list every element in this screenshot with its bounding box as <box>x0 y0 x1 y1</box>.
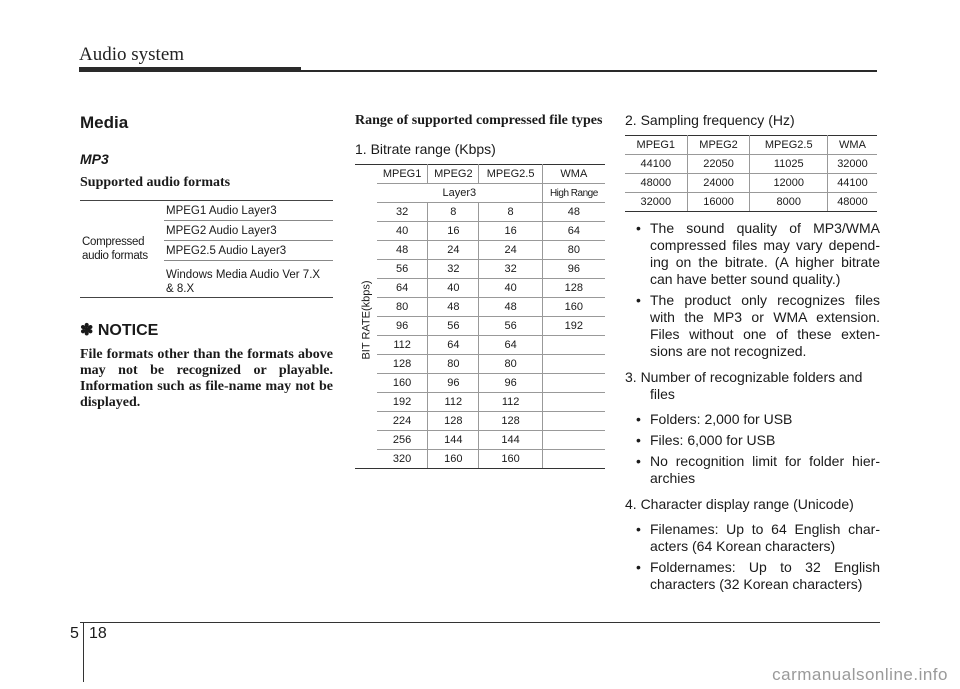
table-cell <box>542 336 605 355</box>
table-cell: 112 <box>377 336 428 355</box>
table-cell: 44100 <box>827 174 877 193</box>
table-cell: 32 <box>428 260 479 279</box>
footer-rule <box>80 622 880 623</box>
table-cell: 40 <box>428 279 479 298</box>
table-cell <box>542 450 605 469</box>
format-row: MPEG1 Audio Layer3 <box>164 201 333 221</box>
table-cell: 96 <box>377 317 428 336</box>
table-cell: 160 <box>542 298 605 317</box>
table-row <box>377 336 605 355</box>
list-item: • Files: 6,000 for USB <box>625 432 880 449</box>
table-row <box>377 298 605 317</box>
table-cell: 160 <box>377 374 428 393</box>
right-column <box>625 105 880 597</box>
column-header: MPEG1 <box>377 165 428 184</box>
list-item: • No recognition limit for folder hier-archies <box>625 453 880 487</box>
table-cell: 80 <box>428 355 479 374</box>
table-cell: 112 <box>428 393 479 412</box>
table-cell: 40 <box>479 279 542 298</box>
table-cell: 160 <box>479 450 542 469</box>
table-cell: 44100 <box>625 155 687 174</box>
table-cell: 224 <box>377 412 428 431</box>
table-cell: 144 <box>428 431 479 450</box>
header-rule <box>301 70 877 72</box>
format-row: Windows Media Audio Ver 7.X & 8.X <box>166 269 321 295</box>
table-cell: 32 <box>377 203 428 222</box>
table-cell: 320 <box>377 450 428 469</box>
table-cell: 112 <box>479 393 542 412</box>
table-cell: 24 <box>428 241 479 260</box>
table-row <box>377 393 605 412</box>
left-column <box>80 105 333 411</box>
table-cell: 40 <box>377 222 428 241</box>
table-cell <box>542 374 605 393</box>
table-cell: 56 <box>377 260 428 279</box>
table-row <box>377 450 605 469</box>
page-number: 18 <box>89 625 107 642</box>
table-cell: 256 <box>377 431 428 450</box>
table-cell <box>542 412 605 431</box>
notice-heading: ✽ NOTICE <box>80 322 159 339</box>
bitrate-table-wrap <box>355 164 605 469</box>
table-cell: 96 <box>479 374 542 393</box>
table-row <box>625 193 877 212</box>
table-cell: 64 <box>542 222 605 241</box>
table-row <box>377 355 605 374</box>
table-cell: 64 <box>479 336 542 355</box>
table-cell: 56 <box>428 317 479 336</box>
sampling-table <box>625 135 877 212</box>
table-cell: 32000 <box>625 193 687 212</box>
table-cell: 24000 <box>687 174 750 193</box>
watermark: carmanualsonline.info <box>772 665 948 684</box>
notice-text: File formats other than the formats above may not be recognized or playable. Information such as file-name may not be displayed. <box>80 347 333 410</box>
table-row <box>377 241 605 260</box>
format-row: MPEG2 Audio Layer3 <box>164 221 333 241</box>
table-row <box>377 317 605 336</box>
column-header: WMA <box>827 136 877 155</box>
table-cell: 80 <box>479 355 542 374</box>
list-item: • Folders: 2,000 for USB <box>625 411 880 428</box>
list-item: • The product only recognizes files with the MP3 or WMA extension. Files without one of these exten-sions are not recognized. <box>625 292 880 360</box>
table-cell: 192 <box>542 317 605 336</box>
supported-formats-heading: Supported audio formats <box>80 175 231 190</box>
table-cell: 48 <box>377 241 428 260</box>
table-cell: 48000 <box>827 193 877 212</box>
charset-heading: 4. Character display range (Unicode) <box>625 496 854 512</box>
formats-list <box>164 201 333 297</box>
column-header: MPEG2 <box>428 165 479 184</box>
table-cell: 96 <box>542 260 605 279</box>
table-row <box>625 155 877 174</box>
table-subheader-row <box>377 184 605 203</box>
table-row <box>625 174 877 193</box>
table-row <box>377 412 605 431</box>
table-cell: 48000 <box>625 174 687 193</box>
table-cell: 80 <box>377 298 428 317</box>
table-cell: 192 <box>377 393 428 412</box>
list-item: • Filenames: Up to 64 English char-acters (64 Korean characters) <box>625 521 880 555</box>
table-cell: 144 <box>479 431 542 450</box>
table-cell: 11025 <box>750 155 828 174</box>
table-cell: 24 <box>479 241 542 260</box>
table-cell <box>542 355 605 374</box>
media-heading: Media <box>80 113 129 132</box>
sampling-body <box>625 155 877 212</box>
table-cell: 32000 <box>827 155 877 174</box>
bitrate-heading: 1. Bitrate range (Kbps) <box>355 141 496 157</box>
format-row: MPEG2.5 Audio Layer3 <box>164 241 333 261</box>
table-header-row <box>625 136 877 155</box>
table-row <box>377 374 605 393</box>
table-cell: 16 <box>428 222 479 241</box>
list-item: • The sound quality of MP3/WMA compressed files may vary depend-ing on the bitrate. (A higher bitrate can have better sound quality.) <box>625 220 880 288</box>
table-cell: 32 <box>479 260 542 279</box>
table-cell: 12000 <box>750 174 828 193</box>
table-cell: 48 <box>542 203 605 222</box>
table-cell: 160 <box>428 450 479 469</box>
bitrate-axis-label: BIT RATE(kbps) <box>360 280 373 360</box>
table-row <box>377 431 605 450</box>
middle-column <box>355 105 605 469</box>
page-header-title: Audio system <box>79 44 185 65</box>
compressed-formats-label: Compressed audio formats <box>82 236 148 262</box>
table-header-row <box>377 165 605 184</box>
table-cell <box>542 431 605 450</box>
table-cell: 128 <box>542 279 605 298</box>
formats-table <box>80 200 333 298</box>
table-row <box>377 203 605 222</box>
footer-divider <box>83 622 84 682</box>
table-cell: 8000 <box>750 193 828 212</box>
table-cell: 128 <box>377 355 428 374</box>
header-bar <box>79 67 301 72</box>
table-row <box>377 260 605 279</box>
column-header: MPEG1 <box>625 136 687 155</box>
bitrate-body <box>377 203 605 469</box>
column-header: WMA <box>542 165 605 184</box>
table-cell: 48 <box>428 298 479 317</box>
column-header: MPEG2.5 <box>479 165 542 184</box>
charset-notes <box>625 521 880 593</box>
section-number: 5 <box>70 625 79 642</box>
mp3-heading: MP3 <box>80 151 109 167</box>
range-heading: Range of supported compressed file types <box>355 113 603 128</box>
column-header: MPEG2 <box>687 136 750 155</box>
table-cell: 96 <box>428 374 479 393</box>
table-cell: 64 <box>377 279 428 298</box>
list-item: • Foldernames: Up to 32 English characters (32 Korean characters) <box>625 559 880 593</box>
table-cell: 16000 <box>687 193 750 212</box>
table-cell: 128 <box>428 412 479 431</box>
table-cell: 128 <box>479 412 542 431</box>
table-cell: 48 <box>479 298 542 317</box>
sampling-heading: 2. Sampling frequency (Hz) <box>625 112 795 128</box>
table-cell: 8 <box>428 203 479 222</box>
folders-heading: 3. Number of recognizable folders and files <box>625 369 863 402</box>
table-cell: 64 <box>428 336 479 355</box>
table-cell: 8 <box>479 203 542 222</box>
table-cell: 16 <box>479 222 542 241</box>
folders-notes <box>625 411 880 487</box>
layer-label: Layer3 <box>377 184 542 203</box>
quality-notes <box>625 220 880 360</box>
table-row <box>377 222 605 241</box>
table-cell <box>542 393 605 412</box>
wma-range-label: High Range <box>542 184 605 203</box>
table-row <box>377 279 605 298</box>
table-cell: 22050 <box>687 155 750 174</box>
column-header: MPEG2.5 <box>750 136 828 155</box>
bitrate-table <box>377 164 605 469</box>
table-cell: 56 <box>479 317 542 336</box>
table-cell: 80 <box>542 241 605 260</box>
